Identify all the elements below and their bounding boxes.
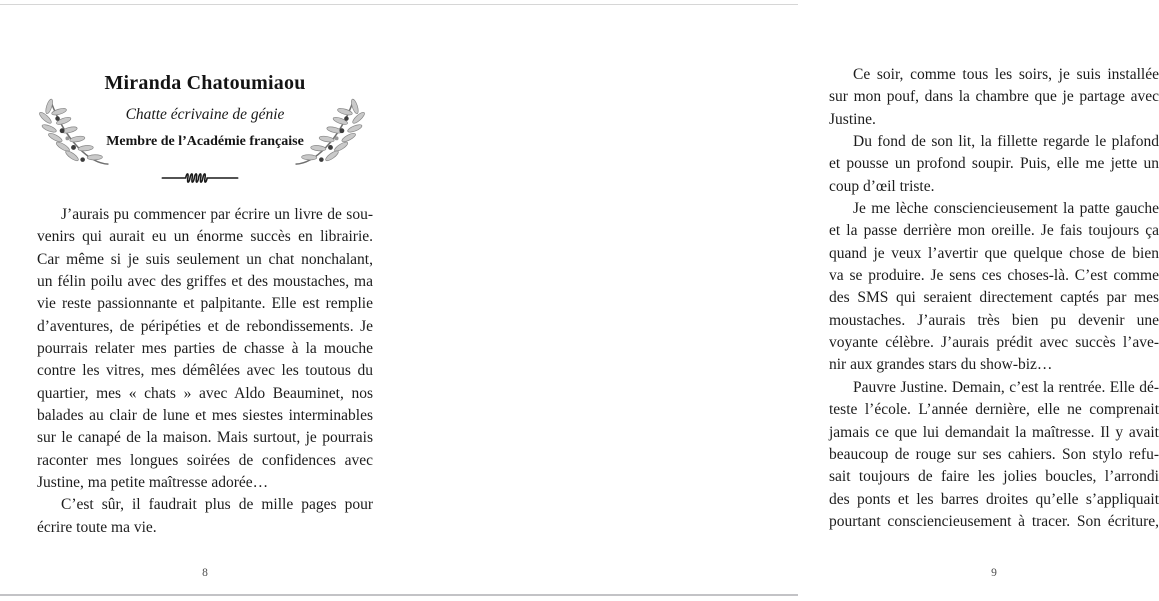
text-line: et la passe derrière mon oreille. Je fais toujours ça [829, 222, 1159, 240]
chapter-header [37, 72, 373, 150]
text-line: raconter mes longues soirées de confidences avec [37, 451, 373, 469]
text-line: venirs qui aurait eu un énorme succès en librairie. [37, 228, 373, 246]
text-line: voyante célèbre. J’aurais prédit avec succès l’ave- [829, 334, 1159, 352]
text-line: C’est sûr, il faudrait plus de mille pages pour [61, 496, 373, 514]
text-line: vie reste passionnante et palpitante. Elle est remplie [37, 295, 373, 313]
text-line: Car même si je suis seulement un chat nonchalant, [37, 250, 373, 268]
squiggle-knot-divider-icon [161, 170, 239, 186]
text-line: quand je veux l’avertir que quelque chose de bien [829, 244, 1159, 262]
text-line: Ce soir, comme tous les soirs, je suis installée [853, 66, 1159, 83]
text-line: Justine, ma petite maîtresse adorée… [37, 474, 269, 492]
author-name: Miranda Chatoumiaou [104, 72, 306, 94]
text-line: Justine. [829, 110, 876, 128]
page-right-body [829, 64, 1159, 533]
text-line: Pauvre Justine. Demain, c’est la rentrée. Elle dé- [853, 378, 1159, 396]
text-line: un félin poilu avec des griffes et des moustaches, ma [37, 273, 373, 291]
page-left-body [37, 204, 373, 539]
text-line: pourrais relater mes parties de chasse à la mouche [37, 340, 373, 358]
author-subtitle: Chatte écrivaine de génie [125, 106, 285, 123]
text-line: des SMS qui seraient directement captés par mes [829, 289, 1159, 307]
text-line: jamais ce que lui demandait la maîtresse. Il y avait [829, 423, 1159, 441]
text-line: coup d’œil triste. [829, 177, 935, 195]
text-line: moustaches. J’aurais très bien pu devenir une [829, 311, 1159, 329]
text-line: des ponts et les barres droites qu’elle s’appliquait [829, 490, 1159, 508]
text-line: balades au clair de lune et mes siestes interminables [37, 407, 373, 425]
text-line: sur le canapé de la maison. Mais surtout, je pourrais [37, 429, 373, 447]
text-line: J’aurais pu commencer par écrire un livre de sou- [61, 206, 373, 223]
bottom-edge-line [0, 594, 798, 596]
text-line: d’aventures, de péripéties et de rebondissements. Je [37, 317, 373, 335]
text-line: quartier, mes « chats » avec Aldo Beauminet, nos [37, 384, 373, 402]
text-line: et pousse un profond soupir. Puis, elle me jette un [829, 155, 1159, 173]
text-line: contre les vitres, mes démêlées avec les toutous du [37, 362, 373, 380]
text-line: pourtant consciencieusement à tracer. Son écriture, [829, 512, 1159, 530]
author-affiliation: Membre de l’Académie française [106, 134, 304, 149]
text-line: écrire toute ma vie. [37, 518, 157, 536]
page-number-right: 9 [991, 567, 997, 579]
page-right [399, 0, 1159, 601]
text-line: va se produire. Je sens ces choses-là. C’est comme [829, 267, 1159, 285]
page-left [0, 0, 399, 601]
page-number-left: 8 [202, 567, 208, 579]
text-line: Du fond de son lit, la fillette regarde le plafond [853, 133, 1159, 151]
text-line: Je me lèche consciencieusement la patte gauche [853, 200, 1159, 218]
text-line: beaucoup de rouge sur ses cahiers. Son stylo refu- [829, 445, 1159, 463]
text-line: nir aux grandes stars du show-biz… [829, 356, 1053, 374]
text-line: teste l’école. L’année dernière, elle ne comprenait [829, 401, 1159, 419]
text-line: sur mon pouf, dans la chambre que je partage avec [829, 88, 1159, 106]
text-line: sait toujours de faire les jolies boucles, l’arrondi [829, 468, 1159, 486]
